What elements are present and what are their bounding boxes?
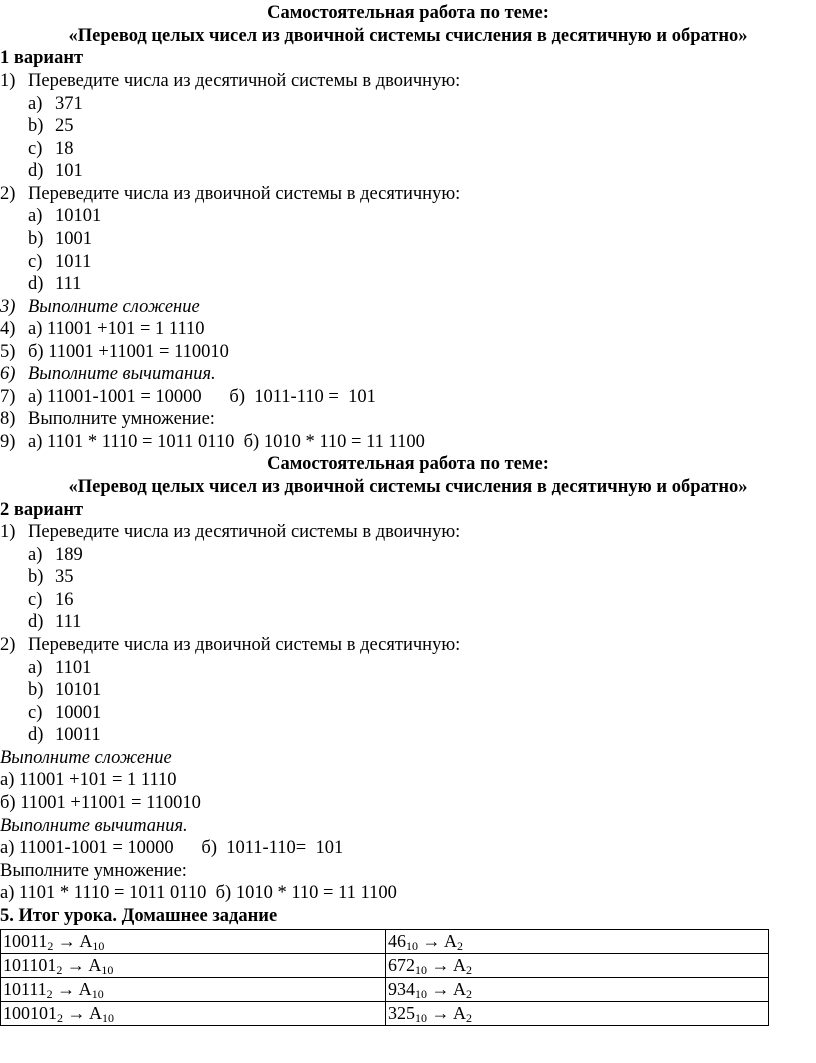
v2-variant-heading: 2 вариант (0, 500, 84, 520)
v2-add-heading: Выполните сложение (0, 748, 172, 768)
v2-mul-line: а) 1101 * 1110 = 1011 0110 б) 1010 * 110 = 11 1100 (0, 883, 397, 903)
table-cell: $100101_2 \to A_{10}$ (1, 1002, 386, 1026)
table-row (1, 1002, 769, 1026)
v2-mul-heading: Выполните умножение: (0, 861, 187, 881)
table-cell: $101101_2 \to A_{10}$ (1, 954, 386, 978)
v1-title: Самостоятельная работа по теме: (267, 3, 549, 23)
homework-table (0, 929, 769, 1026)
v2-add-b: б) 11001 +11001 = 110010 (0, 793, 201, 813)
table-row (1, 954, 769, 978)
v2-sub-heading: Выполните вычитания. (0, 816, 188, 836)
table-cell: $10011_2 \to A_{10}$ (1, 930, 386, 954)
v2-sub-line: а) 11001-1001 = 10000 б) 1011-110= 101 (0, 838, 344, 858)
table-cell: $672_{10} \to A_2$ (386, 954, 769, 978)
table-row (1, 930, 769, 954)
question-text: Переведите числа из десятичной системы в двоичную: (28, 71, 461, 91)
v1-variant-heading: 1 вариант (0, 48, 84, 68)
table-cell: $934_{10} \to A_2$ (386, 978, 769, 1002)
table-row (1, 978, 769, 1002)
v2-add-a: а) 11001 +101 = 1 1110 (0, 770, 177, 790)
homework-heading: 5. Итог урока. Домашнее задание (0, 906, 278, 926)
v2-topic: «Перевод целых чисел из двоичной системы счисления в десятичную и обратно» (68, 477, 748, 497)
v1-topic: «Перевод целых чисел из двоичной системы счисления в десятичную и обратно» (68, 26, 748, 46)
table-cell: $10111_2 \to A_{10}$ (1, 978, 386, 1002)
question-number: 1) (0, 71, 16, 91)
table-cell: $325_{10} \to A_2$ (386, 1002, 769, 1026)
v2-title: Самостоятельная работа по теме: (267, 454, 549, 474)
table-cell: $46_{10} \to A_2$ (386, 930, 769, 954)
